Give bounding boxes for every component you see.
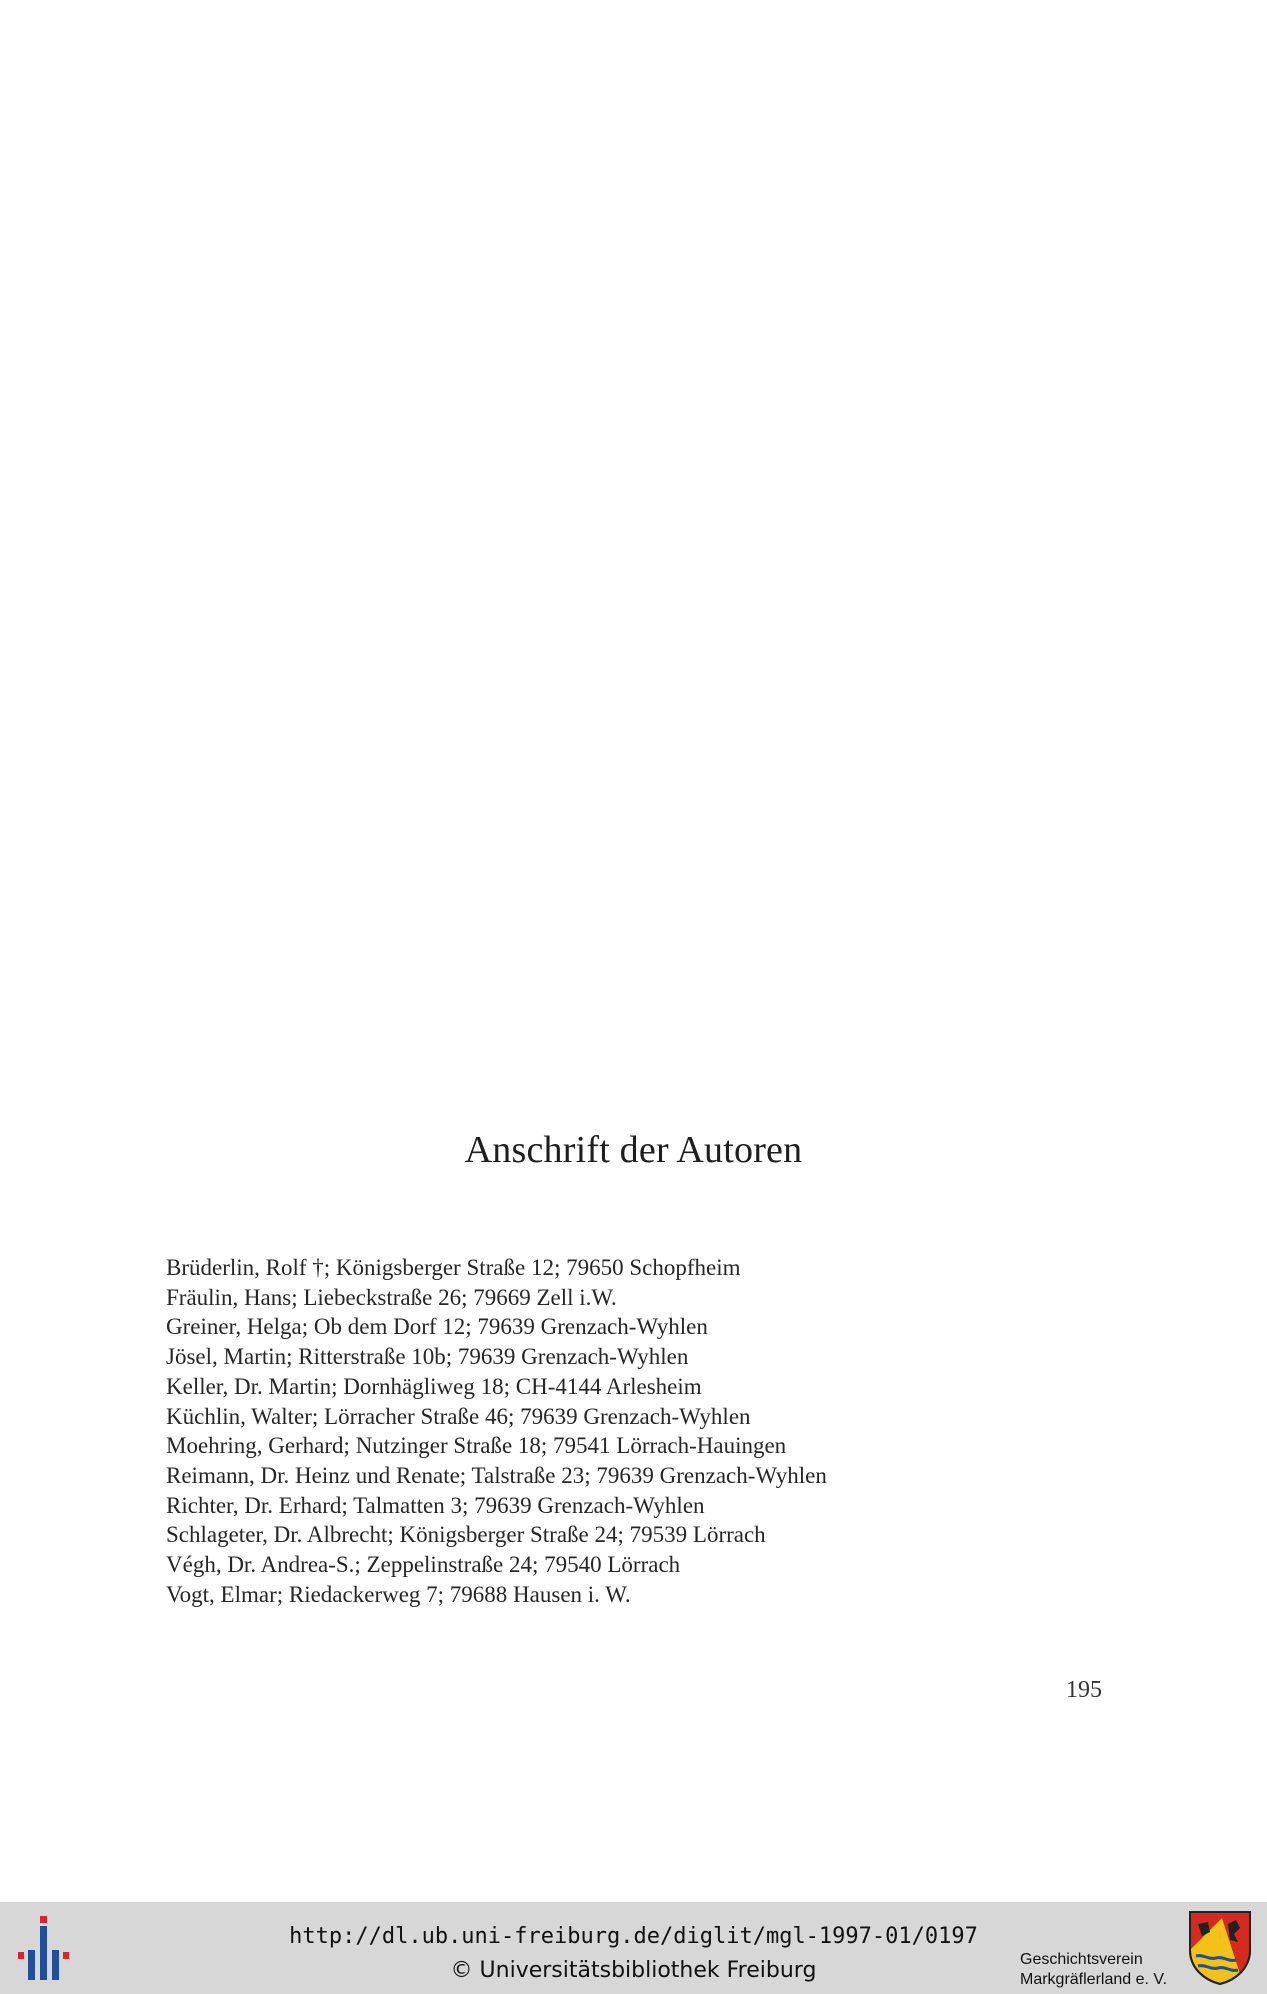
author-address-list [166,1253,827,1609]
coat-of-arms-icon [1188,1910,1252,1986]
list-item: Greiner, Helga; Ob dem Dorf 12; 79639 Grenzach-Wyhlen [166,1314,708,1340]
list-item: Reimann, Dr. Heinz und Renate; Talstraße 23; 79639 Grenzach-Wyhlen [166,1462,827,1488]
page-number: 195 [1066,1677,1102,1703]
society-name-line: Markgräflerland e. V. [1020,1971,1168,1988]
list-item: Brüderlin, Rolf †; Königsberger Straße 12; 79650 Schopfheim [166,1255,741,1280]
list-item: Keller, Dr. Martin; Dornhägliweg 18; CH-4144 Arlesheim [166,1373,702,1399]
society-name-line: Geschichtsverein [1020,1951,1143,1968]
list-item: Schlageter, Dr. Albrecht; Königsberger Straße 24; 79539 Lörrach [166,1522,766,1548]
list-item: Moehring, Gerhard; Nutzinger Straße 18; 79541 Lörrach-Hauingen [166,1433,787,1459]
list-item: Végh, Dr. Andrea-S.; Zeppelinstraße 24; 79540 Lörrach [166,1552,681,1578]
list-item: Fräulin, Hans; Liebeckstraße 26; 79669 Zell i.W. [166,1284,617,1310]
footer-bar [0,1902,1267,1994]
society-name [1020,1950,1167,1990]
list-item: Vogt, Elmar; Riedackerweg 7; 79688 Hausen i. W. [166,1581,631,1607]
list-item: Jösel, Martin; Ritterstraße 10b; 79639 Grenzach-Wyhlen [166,1344,689,1370]
list-item: Richter, Dr. Erhard; Talmatten 3; 79639 Grenzach-Wyhlen [166,1492,705,1518]
copyright-text: © Universitätsbibliothek Freiburg [450,1958,817,1983]
list-item: Küchlin, Walter; Lörracher Straße 46; 79639 Grenzach-Wyhlen [166,1403,751,1429]
source-link[interactable]: http://dl.ub.uni-freiburg.de/diglit/mgl-1997-01/0197 [289,1924,978,1949]
page-title: Anschrift der Autoren [464,1129,803,1171]
